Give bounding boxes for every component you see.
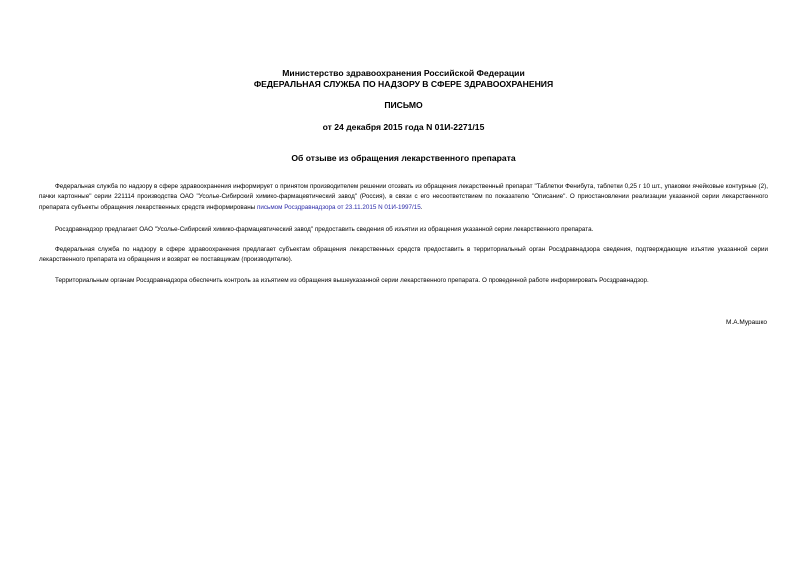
document-subject: Об отзыве из обращения лекарственного препарата [291, 153, 516, 163]
paragraph-1 [39, 182, 768, 213]
referenced-letter-link[interactable]: письмом Росздравнадзора от 23.11.2015 N 01И-1997/15 [256, 203, 421, 211]
paragraph-1-end: . [420, 203, 423, 211]
paragraph-2: Росздравнадзор предлагает ОАО "Усолье-Сибирский химико-фармацевтический завод" предоставить сведения об изъятии из обращения указанной серии лекарственного препарата. [55, 226, 594, 233]
document-type: ПИСЬМО [384, 100, 423, 110]
paragraph-3: Федеральная служба по надзору в сфере здравоохранения предлагает субъектам обращения лекарственных средств предоставить в территориальный орган Росздравнадзора сведения, подтверждающие изъятие указанной серии лекарственного препарата из обращения и возврат ее поставщикам (производителю). [39, 246, 768, 264]
paragraph-4: Территориальным органам Росздравнадзора обеспечить контроль за изъятием из обращения вышеуказанной серии лекарственного препарата. О проведенной работе информировать Росздравнадзор. [55, 277, 649, 284]
paragraph-1-text: Федеральная служба по надзору в сфере здравоохранения информирует о принятом производителем решении отозвать из обращения лекарственный препарат "Таблетки Фенибута, таблетки 0,25 г 10 шт., упаковки ячейковые контурные (2), пачки картонные" серии 221114 производства ОАО "Усолье-Сибирский химико-фармацевтический завод" (Россия), в связи с его несоответствием по показателю "Описание". О приостановлении реализации указанной серии лекарственного препарата субъекты обращения лекарственных средств информированы [39, 183, 768, 211]
ministry-name: Министерство здравоохранения Российской Федерации [282, 68, 525, 78]
signature: М.А.Мурашко [725, 319, 767, 326]
service-name: ФЕДЕРАЛЬНАЯ СЛУЖБА ПО НАДЗОРУ В СФЕРЕ ЗДРАВООХРАНЕНИЯ [253, 79, 554, 89]
document-date-number: от 24 декабря 2015 года N 01И-2271/15 [322, 122, 485, 132]
